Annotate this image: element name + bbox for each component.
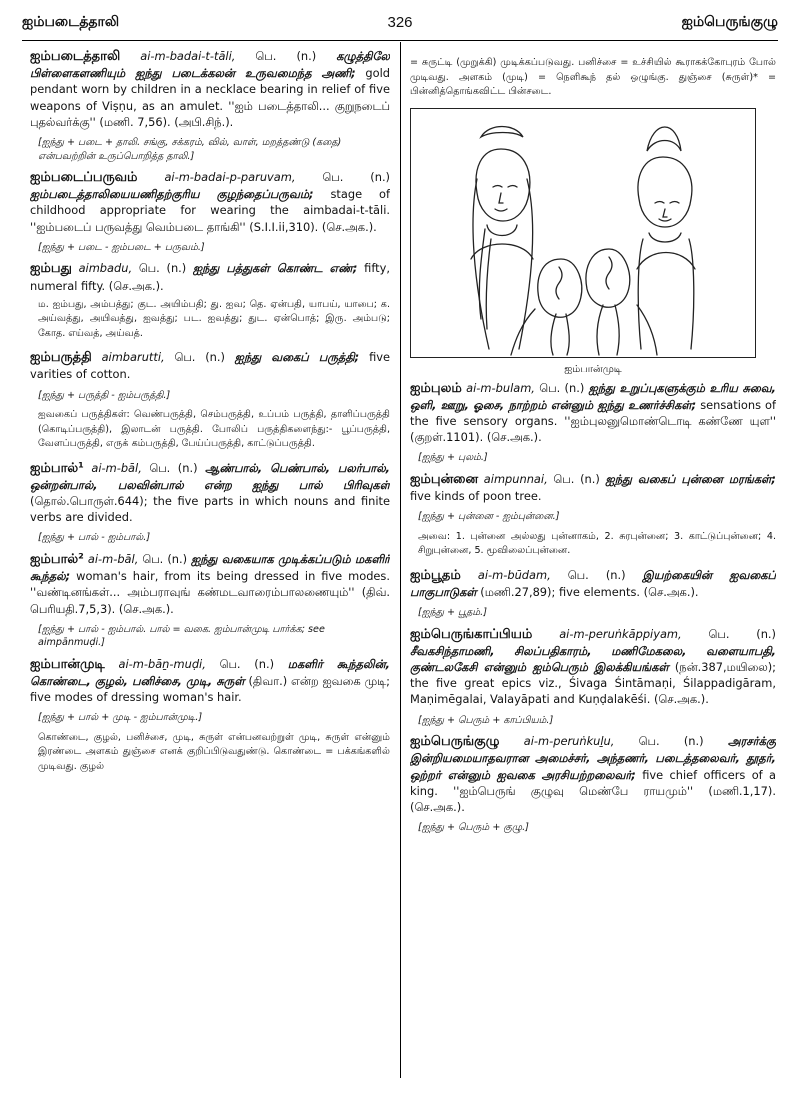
part-of-speech: பெ. (n.) <box>138 551 192 566</box>
transliteration: ai-m-bāl, <box>83 460 142 475</box>
part-of-speech: பெ. (n.) <box>534 380 589 395</box>
dictionary-entry <box>30 169 390 254</box>
etymology: [ஐந்து + புன்னை - ஐம்புன்னை.] <box>418 511 560 523</box>
etymology: [ஐந்து + பூதம்.] <box>418 607 487 619</box>
transliteration: ai-m-badai-p-paruvam, <box>137 170 296 185</box>
page-header <box>22 14 778 38</box>
transliteration: aimbadu, <box>71 261 133 276</box>
etymology: [ஐந்து + படை + தாலி. சங்கு, சக்கரம், வில், வாள், மறத்தண்டு (கதை) என்பவற்றின் உருப்பொறித்த தாலி.] <box>38 137 342 162</box>
tamil-definition: ஐந்து வகைப் பருத்தி; <box>234 350 360 365</box>
etymology: [ஐந்து + படை - ஐம்படை + பருவம்.] <box>38 241 205 253</box>
dictionary-entry <box>30 48 390 163</box>
entry-note: கொண்டை, குழல், பனிச்சை, முடி, சுருள் என்பனவற்றுள் முடி, சுருள் என்னும் இரண்டை அளகம் துஞ்சை எனக் குறிப்பிடுவதுண்டு. கொண்டை = பக்கங்களில் முடிவது. குழல் <box>38 731 390 772</box>
tamil-definition: ஆண்பால், பெண்பால், பலர்பால், ஒன்றன்பால், பலவின்பால் என்ற ஐந்து பால் பிரிவுகள் <box>30 460 390 492</box>
tamil-definition: ஐந்து பத்துகள் கொண்ட எண்; <box>192 261 358 276</box>
headword: ஐம்பால்² <box>30 551 84 567</box>
english-definition: (நன்.387,மயிலை); the five great epics viz., Śivaga Śintāmaṇi, Śilappadigāram, Maṇimēgalai, Valayāpati and Kuṇḍalakēśi. (செ.அக.). <box>410 660 776 707</box>
dictionary-entry <box>30 349 390 451</box>
dictionary-entry <box>30 656 390 775</box>
transliteration: aimpunnai, <box>478 471 548 486</box>
headword: ஐம்பருத்தி <box>30 350 92 366</box>
entry-note: ஐவகைப் பருத்திகள்: வெண்பருத்தி, செம்பருத்தி, உப்பம் பருத்தி, தாளிப்பருத்தி (கொடிப்பருத்தி), இலாடன் பருத்தி. போலிப் பருத்திகளைந்து:- பூப்பருத்தி, வேளப்பருத்தி, எருக் கம்பருத்தி, பேய்ப்பருத்தி, காட்டுப்பருத்தி. <box>38 409 390 450</box>
english-definition: (தொல்.பொருள்.644); the five parts in which nouns and finite verbs are divided. <box>30 494 390 525</box>
running-head-right: ஐம்பெருங்குழு <box>681 14 778 30</box>
headword: ஐம்புன்னை <box>410 471 479 487</box>
dictionary-entry <box>410 567 776 620</box>
entry-note: அவை: 1. புன்னை அல்லது புன்னாகம், 2. சுரபுன்னை; 3. காட்டுப்புன்னை; 4. சிறுபுன்னை, 5. மூவிலைப்புன்னை. <box>418 530 776 557</box>
transliteration: ai-m-peruṅkuḻu, <box>499 734 615 749</box>
headword: ஐம்பால்¹ <box>30 460 84 476</box>
column-divider <box>400 42 401 1078</box>
transliteration: aimbarutti, <box>91 350 165 365</box>
english-definition: (மணி.27,89); five elements. (செ.அக.). <box>476 584 699 599</box>
english-definition: fifty, numeral fifty. (செ.அக.). <box>30 261 390 293</box>
etymology: [ஐந்து + பால் + முடி - ஐம்பான்முடி.] <box>38 712 203 724</box>
headword: ஐம்பெருங்குழு <box>410 734 500 750</box>
tamil-definition: சீவகசிந்தாமணி, சிலப்பதிகாரம், மணிமேகலை, வளையாபதி, குண்டலகேசி என்னும் ஐம்பெரும் இலக்கியங்கள் <box>410 643 776 675</box>
part-of-speech: பெ. (n.) <box>547 471 606 486</box>
part-of-speech: பெ. (n.) <box>681 626 776 641</box>
tamil-definition: ஐந்து வகையாக முடிக்கப்படும் மகளிர் கூந்தல்; <box>30 551 390 584</box>
part-of-speech: பெ. (n.) <box>614 734 728 749</box>
headword: ஐம்பெருங்காப்பியம் <box>410 626 533 642</box>
etymology: [ஐந்து + பால் - ஐம்பால்.] <box>38 532 151 544</box>
headword: ஐம்பான்முடி <box>30 656 105 672</box>
figure-caption: ஐம்பான்முடி <box>564 363 622 375</box>
tamil-definition: ஐந்து உறுப்புகளுக்கும் உரிய சுவை, ஒளி, ஊறு, ஓசை, நாற்றம் என்னும் ஐந்து உணர்ச்சிகள்; <box>410 380 776 412</box>
headword: ஐம்படைப்பருவம் <box>30 170 138 186</box>
english-definition: sensations of the five sensory organs. ''ஐம்புலனுமொண்டொடி கண்ணே யுள'' (குறள்.1101). (செ.அக.). <box>410 397 776 445</box>
transliteration: ai-m-peruṅkāppiyam, <box>532 626 682 641</box>
headword: ஐம்புலம் <box>410 380 462 396</box>
english-definition: five kinds of poon tree. <box>410 489 542 504</box>
part-of-speech: பெ. (n.) <box>164 350 235 365</box>
dictionary-entry <box>410 380 776 465</box>
dictionary-entry <box>410 471 776 559</box>
transliteration: ai-m-badai-t-tāli, <box>120 49 236 63</box>
right-column <box>410 48 776 1098</box>
part-of-speech: பெ. (n.) <box>141 460 206 475</box>
english-definition: (திவா.) என்ற ஐவகை முடி; five modes of dressing woman's hair. <box>30 673 390 705</box>
english-definition: five varities of cotton. <box>30 350 390 382</box>
cognates-note: ம. ஐம்பது, அம்பத்து; குட. அயிம்பதி; து. ஐவ; தெ. ஏன்பதி, யாபய், யாபை; க. அய்வத்து, அயிவத்து, ஐவத்து; பட. ஐவத்து; துட. ஏன்பொத்; இரு. அம்படு; கோத. எய்வத், அய்வத். <box>38 298 390 339</box>
dictionary-entry <box>410 733 776 835</box>
tamil-definition: கழுத்திலே பிள்ளைகளணியும் ஐந்து படைக்கலன் உருவமைந்த அணி; <box>30 49 390 81</box>
transliteration: ai-m-bāṉ-muḍi, <box>104 656 206 671</box>
tamil-definition: ஐம்படைத்தாலியையணிதற்குரிய குழந்தைப்பருவம்; <box>30 187 314 202</box>
tamil-definition: இயற்கையின் ஐவகைப் பாகுபாடுகள் <box>410 567 776 599</box>
running-head-left: ஐம்படைத்தாலி <box>22 14 120 30</box>
transliteration: ai-m-bāl, <box>83 551 139 566</box>
etymology: [ஐந்து + பெரும் + காப்பியம்.] <box>418 714 554 726</box>
page-number: 326 <box>387 14 413 31</box>
women-hairstyles-drawing <box>411 109 755 357</box>
english-definition: five chief officers of a king. ''ஐம்பெருங் குழுவு மெண்பே ராயமும்'' (மணி.1,17). (செ.அக.). <box>410 767 776 814</box>
hairstyle-illustration <box>410 108 756 358</box>
part-of-speech: பெ. (n.) <box>550 567 643 582</box>
tamil-definition: அரசர்க்கு இன்றியமையாதவரான அமைச்சர், அந்தணர், படைத்தலைவர், தூதர், ஒற்றர் என்னும் ஐவகை அரசியற்றலைவர்; <box>410 734 776 782</box>
english-definition: gold pendant worn by children in a necklace bearing in relief of five weapons of Viṣṇu, as an amulet. ''ஐம் படைத்தாலி... குறுநடைப் புதல்வர்க்கு'' (மணி. 7,56). (அபி.சிந்.). <box>30 66 390 129</box>
etymology: [ஐந்து + பருத்தி - ஐம்பருத்தி.] <box>38 389 171 401</box>
english-definition: woman's hair, from its being dressed in five modes. ''வண்டினங்கள்... அம்பராவுங் கண்மடவாரைம்பாலணையும்'' (திவ். பெரியதி.7,5,3). (செ.அக.). <box>30 569 390 616</box>
etymology: [ஐந்து + பெரும் + குழு.] <box>418 822 529 834</box>
part-of-speech: பெ. (n.) <box>205 656 288 671</box>
headword: ஐம்படைத்தாலி <box>30 49 121 64</box>
tamil-definition: மகளிர் கூந்தலின், கொண்டை, குழல், பனிச்சை, முடி, சுருள் <box>30 656 390 688</box>
headword: ஐம்பது <box>30 261 72 277</box>
transliteration: ai-m-būdam, <box>460 567 551 582</box>
part-of-speech: பெ. (n.) <box>132 261 193 276</box>
tamil-definition: ஐந்து வகைப் புன்னை மரங்கள்; <box>605 471 776 486</box>
dictionary-entry <box>30 551 390 650</box>
continued-note: = சுருட்டி (முறுக்கி) முடிக்கப்படுவது. பனிச்சை = உச்சியில் கூராகக்கோபுரம் போல் முடிவது. அளகம் (முடி) = நெளிகூந் தல் ஒழுங்கு. துஞ்சை (சுருள்)* = பின்னித்தொங்கவிட்ட பின்சடை. <box>410 57 776 97</box>
headword: ஐம்பூதம் <box>410 567 461 583</box>
transliteration: ai-m-bulam, <box>461 380 535 395</box>
header-rule <box>22 40 778 41</box>
dictionary-entry <box>410 626 776 728</box>
dictionary-entry <box>30 260 390 341</box>
english-definition: stage of childhood appropriate for wearing the aimbadai-t-tāli. ''ஐம்படைப் பருவத்து வெம்படை தாங்கி'' (S.I.I.ii,310). (செ.அக.). <box>30 187 390 234</box>
etymology: [ஐந்து + புலம்.] <box>418 452 488 464</box>
left-column <box>30 48 390 1098</box>
part-of-speech: பெ. (n.) <box>235 49 337 63</box>
part-of-speech: பெ. (n.) <box>295 170 390 185</box>
etymology: [ஐந்து + பால் - ஐம்பால். பால் = வகை. ஐம்பான்முடி பார்க்க; see aimpānmuḍi.] <box>38 623 325 649</box>
dictionary-entry <box>30 460 390 545</box>
